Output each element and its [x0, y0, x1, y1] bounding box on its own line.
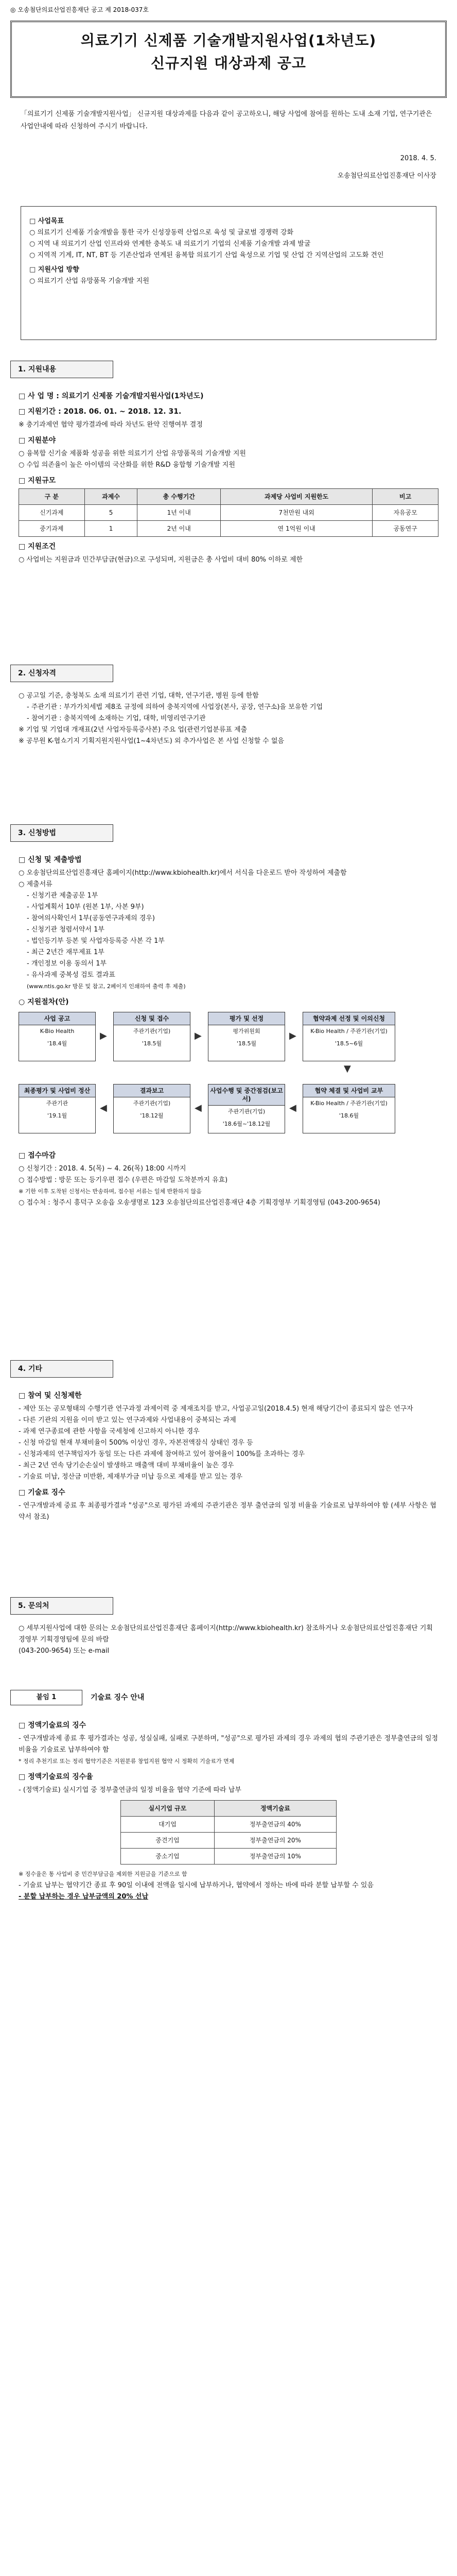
table-header: 실시기업 규모	[121, 1801, 215, 1817]
section-heading-support: 1. 지원내용	[10, 361, 113, 378]
table-header: 정액기술료	[214, 1801, 336, 1817]
flow-step	[113, 1012, 190, 1061]
docs-item: - 최근 2년간 재무제표 1부	[27, 948, 104, 956]
flow-step-date: '18.5~6월	[335, 1040, 363, 1047]
table-header: 총 수행기간	[137, 489, 221, 505]
page-title: 의료기기 신제품 기술개발지원사업(1차년도)	[80, 32, 377, 49]
appendix-item: - (정액기술료) 실시기업 중 정부출연금의 일정 비율을 협약 기준에 따라 납부	[19, 1786, 241, 1794]
docs-item: - 사업계획서 10부 (원본 1부, 사본 9부)	[27, 903, 144, 911]
support-content	[19, 386, 438, 566]
section-heading-etc: 4. 기타	[10, 1360, 113, 1378]
restriction-item: - 최근 2년 연속 당기순손실이 발생하고 매출액 대비 부채비율이 높은 경우	[19, 1462, 234, 1469]
table-header: 과제수	[84, 489, 137, 505]
flow-step-title: 결과보고	[114, 1084, 190, 1097]
docs-item: - 법인등기부 등본 및 사업자등록증 사본 각 1부	[27, 937, 165, 945]
flow-step	[303, 1084, 395, 1133]
support-field-heading: □ 지원분야	[19, 436, 56, 445]
section-heading-method: 3. 신청방법	[10, 824, 113, 842]
flow-step	[113, 1084, 190, 1133]
restriction-item: - 기술료 미납, 정산금 미반환, 제재부가금 미납 등으로 제재를 받고 있는 경우	[19, 1473, 243, 1481]
page-subtitle: 신규지원 대상과제 공고	[151, 55, 306, 72]
royalty-heading: □ 기술료 징수	[19, 1488, 65, 1497]
table-cell: 신기과제	[19, 505, 85, 521]
deadline-item: ○ 접수처 : 청주시 흥덕구 오송읍 오송생명로 123 오송첨단의료산업진흥재단 4층 기획경영부 기획경영팀 (043-200-9654)	[19, 1199, 380, 1207]
support-field-item: ○ 수입 의존율이 높은 아이템의 국산화를 위한 R&D 융합형 기술개발 지원	[19, 461, 235, 469]
table-cell: 연 1억원 이내	[221, 521, 373, 537]
appendix-note: ※ 징수율은 통 사업비 중 민간부담금을 제외한 지원금을 기준으로 함	[19, 1871, 187, 1877]
docs-item: - 참여의사확인서 1부(공동연구과제의 경우)	[27, 914, 155, 922]
etc-content	[19, 1386, 438, 1523]
table-cell: 1년 이내	[137, 505, 221, 521]
eligibility-item: ○ 공고일 기준, 충청북도 소재 의료기기 관련 기업, 대학, 연구기관, 병원 등에 한함	[19, 692, 259, 700]
royalty-flat-heading: □ 정액기술료의 징수	[19, 1721, 86, 1730]
notice-number: ◎ 오송첨단의료산업진흥재단 공고 제 2018-037호	[10, 6, 149, 13]
flow-step	[208, 1084, 285, 1133]
table-cell: 2년 이내	[137, 521, 221, 537]
eligibility-item: - 참여기관 : 충북지역에 소재하는 기업, 대학, 비영리연구기관	[27, 715, 206, 722]
support-scale-table	[19, 488, 438, 537]
flow-step-title: 사업수행 및 중간점검(보고서)	[208, 1084, 285, 1106]
table-row	[121, 1833, 337, 1849]
flow-step	[208, 1012, 285, 1061]
flow-step-body: 주관기관	[46, 1100, 68, 1107]
flow-heading: ○ 지원절차(안)	[19, 998, 69, 1006]
flow-step-date: '19.1월	[47, 1112, 67, 1119]
support-condition-item: ○ 사업비는 지원금과 민간부담금(현금)으로 구성되며, 지원금은 총 사업비 대비 80% 이하로 제한	[19, 556, 303, 564]
deadline-item: ○ 접수방법 : 방문 또는 등기우편 접수 (우편은 마감일 도착분까지 유효)	[19, 1176, 228, 1184]
table-row	[19, 505, 438, 521]
arrow-left-icon: ◀	[100, 1103, 107, 1113]
summary-item: ○ 의료기기 산업 유망품목 기술개발 지원	[29, 277, 149, 285]
restriction-item: - 신청 마감일 현재 부채비율이 500% 이상인 경우, 자본전액잠식 상태인 경우 등	[19, 1439, 253, 1447]
table-cell: 대기업	[121, 1817, 215, 1833]
arrow-right-icon: ▶	[289, 1030, 296, 1041]
support-period: □ 지원기간 : 2018. 06. 01. ~ 2018. 12. 31.	[19, 408, 182, 416]
flow-step	[19, 1084, 96, 1133]
support-scale-heading: □ 지원규모	[19, 477, 56, 485]
appendix-item: - 분할 납부하는 경우 납부금액의 20% 선납	[19, 1893, 149, 1901]
table-cell: 1	[84, 521, 137, 537]
summary-item: ○ 지역 내 의료기기 산업 인프라와 연계한 충북도 내 의료기기 기업의 신제품 기술개발 과제 발굴	[29, 240, 311, 248]
table-cell: 정부출연금의 10%	[214, 1849, 336, 1865]
flow-step-title: 협약과제 선정 및 이의신청	[303, 1012, 395, 1025]
flow-step	[19, 1012, 96, 1061]
flow-step-date: '18.12월	[140, 1112, 164, 1119]
docs-item: - 유사과제 중복성 검토 결과표	[27, 971, 115, 979]
flow-step-body: K-Bio Health	[40, 1028, 75, 1035]
flow-step-date: '18.6월	[339, 1112, 359, 1119]
project-name: □ 사 업 명 : 의료기기 신제품 기술개발지원사업(1차년도)	[19, 392, 204, 400]
contact-item: ○ 세부지원사업에 대한 문의는 오송첨단의료산업진흥재단 홈페이지(http://www.kbiohealth.kr) 참조하거나 오송첨단의료산업진흥재단 기획경영부 기획경영팀에 문의 바람	[19, 1624, 433, 1643]
flow-step-body: 주관기관(기업)	[133, 1028, 171, 1035]
summary-box	[21, 206, 436, 340]
arrow-left-icon: ◀	[195, 1103, 202, 1113]
docs-note: (www.ntis.go.kr 방문 및 참고, 2페이지 인쇄하여 출력 후 제출)	[27, 983, 186, 990]
flow-step-title: 평가 및 선정	[208, 1012, 285, 1025]
eligibility-item: - 주관기관 : 부가가치세법 제8조 규정에 의하여 충북지역에 사업장(본사, 공장, 연구소)을 보유한 기업	[27, 703, 323, 711]
docs-item: - 신청기관 청렴서약서 1부	[27, 926, 104, 934]
appendix-tag: 붙임 1	[10, 1690, 82, 1705]
table-row	[19, 521, 438, 537]
method-content	[19, 850, 438, 1209]
flow-step-body: 평가위원회	[233, 1028, 260, 1035]
method-heading: □ 신청 및 제출방법	[19, 856, 82, 864]
appendix-title: 기술료 징수 안내	[91, 1693, 145, 1702]
royalty-rate-heading: □ 정액기술료의 징수율	[19, 1773, 93, 1781]
table-row	[121, 1817, 337, 1833]
table-cell: 정부출연금의 20%	[214, 1833, 336, 1849]
flow-step-title: 협약 체결 및 사업비 교부	[303, 1084, 395, 1097]
summary-direction-heading: □ 지원사업 방향	[29, 266, 79, 274]
contact-item: (043-200-9654) 또는 e-mail	[19, 1647, 110, 1655]
section-heading-contact: 5. 문의처	[10, 1597, 113, 1615]
table-header: 비고	[373, 489, 438, 505]
table-header: 구 분	[19, 489, 85, 505]
appendix-item: - 기술료 납부는 협약기간 종료 후 90일 이내에 전액을 일시에 납부하거나, 협약에서 정하는 바에 따라 분할 납부할 수 있음	[19, 1882, 374, 1889]
title-box	[10, 21, 447, 98]
deadline-heading: □ 접수마감	[19, 1151, 56, 1160]
table-cell: 자유공모	[373, 505, 438, 521]
restriction-item: - 과제 연구종료에 관한 사항을 국세청에 신고하지 아니한 경우	[19, 1428, 200, 1435]
method-docs-heading: ○ 제출서류	[19, 880, 52, 888]
restriction-item: - 다른 기관의 지원을 이미 받고 있는 연구과제와 사업내용이 중복되는 과제	[19, 1416, 236, 1424]
table-cell: 5	[84, 505, 137, 521]
issuing-org: 오송첨단의료산업진흥재단 이사장	[337, 172, 436, 180]
flow-step-date: '18.6월~'18.12월	[222, 1121, 271, 1127]
support-period-note: ※ 충기과제연 협약 평가결과에 따라 차년도 완약 진행여부 결정	[19, 421, 203, 429]
flow-step-date: '18.4월	[47, 1040, 67, 1047]
docs-item: - 신청기관 제출공문 1부	[27, 892, 98, 900]
flow-step-body: 주관기관(기업)	[133, 1100, 171, 1107]
eligibility-content	[19, 690, 438, 747]
contact-content	[19, 1623, 438, 1657]
docs-item: - 개인정보 이용 동의서 1부	[27, 960, 107, 968]
summary-goal-heading: □ 사업목표	[29, 217, 64, 225]
summary-item: ○ 의료기기 신제품 기술개발을 통한 국가 신성장동력 산업으로 육성 및 글로벌 경쟁력 강화	[29, 229, 294, 236]
flow-step-date: '18.5월	[236, 1040, 257, 1047]
appendix-content	[19, 1716, 438, 1903]
arrow-left-icon: ◀	[289, 1103, 296, 1113]
table-cell: 중기과제	[19, 521, 85, 537]
table-cell: 중견기업	[121, 1833, 215, 1849]
notice-date: 2018. 4. 5.	[400, 155, 436, 162]
table-cell: 정부출연금의 40%	[214, 1817, 336, 1833]
restriction-item: - 제안 또는 공모형태의 수행기관 연구과정 과제이력 중 제재조치를 받고, 사업공고일(2018.4.5) 현재 해당기간이 종료되지 않은 연구자	[19, 1405, 413, 1413]
appendix-note: * 정리 추천기로 또는 정리 협약기준은 지원분류 창업지원 협약 시 정확히 기술료가 면제	[19, 1758, 235, 1765]
flow-step-title: 신청 및 접수	[114, 1012, 190, 1025]
eligibility-note: ※ 공무원 K-협쇼기지 기획지원지원사업(1~4차년도) 외 추가사업은 본 사업 신청할 수 없음	[19, 737, 285, 745]
royalty-item: - 연구개발과제 중료 후 최종평가결과 "성공"으로 평가된 과제의 주관기관은 정부 출연금의 일정 비율을 기술료로 납부하여야 함 (세부 사항은 협약서 참조)	[19, 1502, 436, 1521]
flow-step	[303, 1012, 395, 1061]
method-item: ○ 오송첨단의료산업진흥재단 홈페이지(http://www.kbiohealth.kr)에서 서식을 다운로드 받아 작성하여 제출함	[19, 869, 347, 877]
summary-item: ○ 지역적 기계, IT, NT, BT 등 기존산업과 연계된 융복합 의료기기 산업 육성으로 기업 및 산업 간 지역산업의 고도화 견인	[29, 251, 384, 259]
eligibility-note: ※ 기업 및 기업대 개재표(2년 사업자등록증사본) 주요 업(관련기업분류표 제출	[19, 726, 248, 734]
table-cell: 공동연구	[373, 521, 438, 537]
flow-step-body: 주관기관(기업)	[227, 1108, 266, 1115]
royalty-rate-table	[120, 1800, 337, 1865]
intro-text: 「의료기기 신제품 기술개발지원사업」 신규지원 대상과제를 다음과 같이 공고하오니, 해당 사업에 참여를 원하는 도내 소재 기업, 연구기관은 사업안내에 따라 신청하여 주시기 바랍니다.	[21, 110, 432, 130]
deadline-note: ※ 기한 이후 도착된 신청서는 반송하며, 접수된 서류는 일체 반환하지 않음	[19, 1188, 202, 1195]
arrow-right-icon: ▶	[195, 1030, 202, 1041]
flow-step-body: K-Bio Health / 주관기관(기업)	[310, 1100, 388, 1107]
table-cell: 7천만원 내외	[221, 505, 373, 521]
deadline-item: ○ 신청기간 : 2018. 4. 5(목) ~ 4. 26(목) 18:00 시까지	[19, 1165, 186, 1173]
arrow-down-icon: ▼	[344, 1063, 351, 1074]
table-row	[121, 1849, 337, 1865]
support-field-item: ○ 융복합 신기술 제품화 성공을 위한 의료기기 산업 유망품목의 기술개발 지원	[19, 450, 246, 457]
table-cell: 중소기업	[121, 1849, 215, 1865]
appendix-item: - 연구개발과제 종료 후 평가결과는 성공, 성실실패, 실패로 구분하며, "성공"으로 평가된 과제의 경우 과제의 협의 주관기관은 정부출연금의 일정 비율을 기술료로 납부하여야 함	[19, 1735, 438, 1754]
arrow-right-icon: ▶	[100, 1030, 107, 1041]
support-condition-heading: □ 지원조건	[19, 543, 56, 551]
restriction-heading: □ 참여 및 신청제한	[19, 1392, 82, 1400]
flow-step-title: 최종평가 및 사업비 정산	[19, 1084, 95, 1097]
flow-step-title: 사업 공고	[19, 1012, 95, 1025]
table-header: 과제당 사업비 지원한도	[221, 489, 373, 505]
section-heading-eligibility: 2. 신청자격	[10, 665, 113, 682]
flow-step-body: K-Bio Health / 주관기관(기업)	[310, 1028, 388, 1035]
restriction-item: - 신청과제의 연구책임자가 동일 또는 다른 과제에 참여하고 있어 참여율이 100%를 초과하는 경우	[19, 1450, 305, 1458]
process-flow	[19, 1012, 438, 1146]
flow-step-date: '18.5월	[142, 1040, 162, 1047]
